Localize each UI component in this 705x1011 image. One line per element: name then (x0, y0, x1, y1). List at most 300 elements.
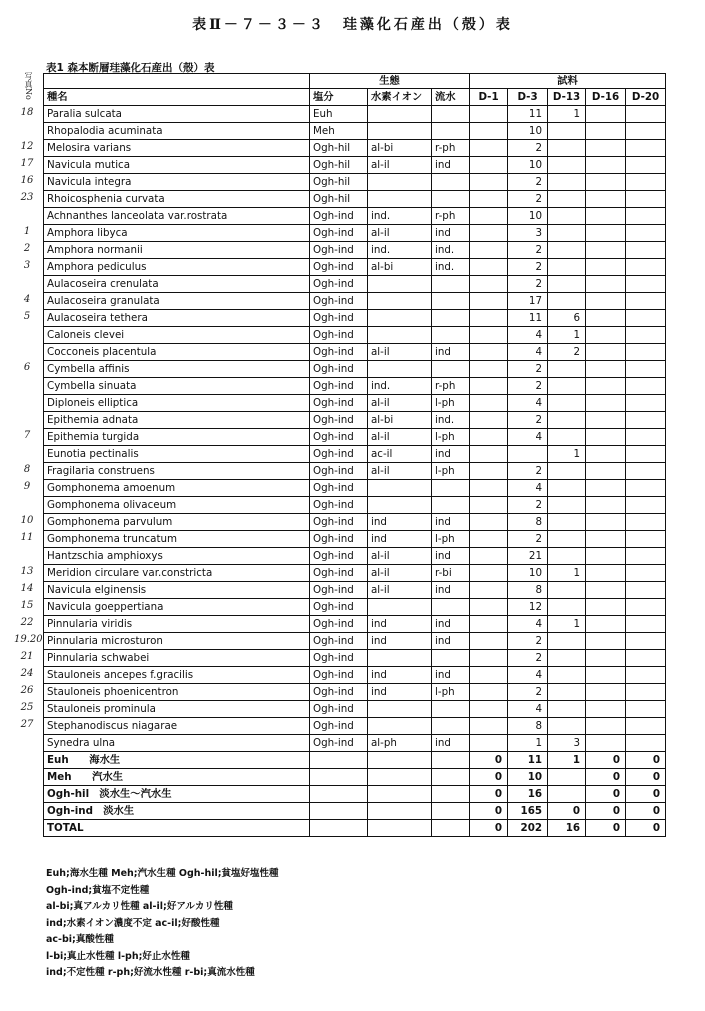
legend-line: Euh;海水生種 Meh;汽水生種 Ogh-hil;貧塩好塩性種 (46, 868, 279, 879)
d1-count (470, 616, 508, 633)
d1-count (470, 344, 508, 361)
summary-empty-cell (310, 820, 368, 837)
d20-count (626, 361, 666, 378)
d16-count (586, 446, 626, 463)
d16-count (586, 548, 626, 565)
summary-empty-cell (432, 803, 470, 820)
d13-count (548, 140, 586, 157)
salinity: Ogh-ind (310, 412, 368, 429)
table-row (44, 157, 666, 174)
species-name: Cocconeis placentula (44, 344, 310, 361)
d20-total: 0 (626, 769, 666, 786)
table-row (44, 191, 666, 208)
current-class: ind. (432, 412, 470, 429)
d3-count: 8 (508, 514, 548, 531)
photo-number: 25 (20, 701, 34, 713)
d16-count (586, 650, 626, 667)
salinity: Ogh-ind (310, 531, 368, 548)
d3-count: 2 (508, 242, 548, 259)
summary-empty-cell (368, 803, 432, 820)
salinity: Ogh-ind (310, 565, 368, 582)
d3-count: 1 (508, 735, 548, 752)
table-row (44, 463, 666, 480)
sample-header-d20: D-20 (626, 89, 666, 106)
d16-count (586, 225, 626, 242)
salinity: Ogh-ind (310, 395, 368, 412)
ph-class: ind (368, 531, 432, 548)
summary-row (44, 752, 666, 769)
species-name: Gomphonema parvulum (44, 514, 310, 531)
photo-number: 13 (20, 565, 34, 577)
ph-class: al-il (368, 582, 432, 599)
current-class: l-ph (432, 684, 470, 701)
photo-number: 26 (20, 684, 34, 696)
current-class (432, 361, 470, 378)
d20-count (626, 463, 666, 480)
d13-count (548, 191, 586, 208)
legend-line: ind;水素イオン濃度不定 ac-il;好酸性種 (46, 917, 220, 929)
d3-count: 2 (508, 174, 548, 191)
d3-count: 3 (508, 225, 548, 242)
d13-count (548, 531, 586, 548)
d16-count (586, 191, 626, 208)
table-row (44, 497, 666, 514)
d3-count: 2 (508, 412, 548, 429)
photo-number: 27 (20, 718, 34, 730)
d20-count (626, 735, 666, 752)
d16-count (586, 208, 626, 225)
current-class (432, 327, 470, 344)
d16-count (586, 735, 626, 752)
photo-number-header: 写真No (24, 72, 33, 100)
species-name: Diploneis elliptica (44, 395, 310, 412)
current-class: l-ph (432, 463, 470, 480)
current-class (432, 599, 470, 616)
d1-count (470, 140, 508, 157)
d3-count: 10 (508, 157, 548, 174)
legend-line: ind;不定性種 r-ph;好流水性種 r-bi;真流水性種 (46, 967, 255, 978)
summary-label: Ogh-hil 淡水生〜汽水生 (44, 786, 310, 803)
d16-count (586, 106, 626, 123)
species-name: Meridion circulare var.constricta (44, 565, 310, 582)
ph-class (368, 123, 432, 140)
salinity: Ogh-ind (310, 208, 368, 225)
species-name: Cymbella affinis (44, 361, 310, 378)
legend-line: ac-bi;真酸性種 (46, 934, 114, 945)
table-row (44, 123, 666, 140)
d16-total: 0 (586, 752, 626, 769)
salinity: Ogh-ind (310, 718, 368, 735)
d1-count (470, 378, 508, 395)
photo-number: 18 (20, 106, 34, 118)
summary-label: Ogh-ind 淡水生 (44, 803, 310, 820)
legend-line: al-bi;真アルカリ性種 al-il;好アルカリ性種 (46, 901, 233, 912)
salinity: Euh (310, 106, 368, 123)
photo-number: 22 (20, 616, 34, 628)
d3-count: 4 (508, 327, 548, 344)
salinity-header: 塩分 (310, 89, 368, 106)
d3-total: 16 (508, 786, 548, 803)
d3-count: 4 (508, 667, 548, 684)
d3-count: 10 (508, 208, 548, 225)
d16-count (586, 633, 626, 650)
d13-count (548, 361, 586, 378)
summary-row (44, 803, 666, 820)
current-class: ind (432, 633, 470, 650)
d13-count (548, 242, 586, 259)
d13-count (548, 497, 586, 514)
page-title: 表Ⅱ－７－３－３ 珪藻化石産出（殻）表 (192, 17, 513, 33)
d16-count (586, 599, 626, 616)
d16-count (586, 667, 626, 684)
d16-count (586, 123, 626, 140)
species-name: Melosira varians (44, 140, 310, 157)
species-name: Caloneis clevei (44, 327, 310, 344)
d1-count (470, 412, 508, 429)
current-class: l-ph (432, 531, 470, 548)
table-row (44, 242, 666, 259)
photo-number: 5 (23, 310, 31, 322)
salinity: Ogh-ind (310, 480, 368, 497)
current-class (432, 123, 470, 140)
d16-count (586, 531, 626, 548)
species-name: Navicula elginensis (44, 582, 310, 599)
current-class: ind. (432, 242, 470, 259)
d16-total: 0 (586, 820, 626, 837)
species-name: Pinnularia microsturon (44, 633, 310, 650)
ph-class: ind (368, 667, 432, 684)
d20-count (626, 616, 666, 633)
current-class: ind (432, 514, 470, 531)
d13-count (548, 633, 586, 650)
d20-count (626, 310, 666, 327)
ph-class: ind (368, 633, 432, 650)
d3-count: 2 (508, 650, 548, 667)
photo-number: 2 (23, 242, 31, 254)
summary-empty-cell (310, 752, 368, 769)
legend-line: Ogh-ind;貧塩不定性種 (46, 884, 150, 896)
d16-count (586, 276, 626, 293)
current-class: ind (432, 616, 470, 633)
d20-count (626, 225, 666, 242)
species-name: Stauloneis prominula (44, 701, 310, 718)
salinity: Ogh-ind (310, 446, 368, 463)
d1-count (470, 157, 508, 174)
photo-number: 15 (20, 599, 34, 611)
current-class (432, 310, 470, 327)
d13-count (548, 514, 586, 531)
d3-count: 10 (508, 123, 548, 140)
d20-count (626, 140, 666, 157)
photo-number: 24 (20, 667, 34, 679)
ph-class (368, 599, 432, 616)
table-row (44, 735, 666, 752)
summary-row (44, 786, 666, 803)
species-name: Rhopalodia acuminata (44, 123, 310, 140)
d20-count (626, 599, 666, 616)
current-class (432, 650, 470, 667)
d1-count (470, 497, 508, 514)
d3-count: 12 (508, 599, 548, 616)
d13-count (548, 480, 586, 497)
current-class (432, 497, 470, 514)
d3-count: 2 (508, 531, 548, 548)
table-row (44, 106, 666, 123)
d1-count (470, 463, 508, 480)
photo-number: 17 (20, 157, 34, 169)
d1-count (470, 531, 508, 548)
d13-count (548, 412, 586, 429)
species-name: Gomphonema amoenum (44, 480, 310, 497)
d13-total: 16 (548, 820, 586, 837)
samples-header: 試料 (470, 74, 666, 89)
table-row (44, 514, 666, 531)
d1-count (470, 480, 508, 497)
ph-class: al-il (368, 157, 432, 174)
d1-count (470, 123, 508, 140)
ph-class (368, 310, 432, 327)
d16-total: 0 (586, 803, 626, 820)
d3-count: 17 (508, 293, 548, 310)
d1-count (470, 208, 508, 225)
current-class: r-ph (432, 140, 470, 157)
table-row (44, 310, 666, 327)
species-name: Stauloneis phoenicentron (44, 684, 310, 701)
table-row (44, 599, 666, 616)
salinity: Ogh-ind (310, 463, 368, 480)
species-name: Eunotia pectinalis (44, 446, 310, 463)
current-class: ind. (432, 259, 470, 276)
d1-count (470, 446, 508, 463)
species-name: Fragilaria construens (44, 463, 310, 480)
d1-count (470, 650, 508, 667)
current-class: r-bi (432, 565, 470, 582)
d13-count (548, 548, 586, 565)
ph-class (368, 361, 432, 378)
d16-count (586, 497, 626, 514)
table-row (44, 701, 666, 718)
d13-count: 2 (548, 344, 586, 361)
salinity: Ogh-ind (310, 735, 368, 752)
photo-number: 8 (23, 463, 31, 475)
d20-count (626, 667, 666, 684)
photo-number: 23 (20, 191, 34, 203)
d3-count: 8 (508, 718, 548, 735)
salinity: Meh (310, 123, 368, 140)
table-row (44, 344, 666, 361)
photo-number: 21 (20, 650, 34, 662)
d13-count: 1 (548, 106, 586, 123)
d1-total: 0 (470, 786, 508, 803)
d13-count: 6 (548, 310, 586, 327)
d16-count (586, 514, 626, 531)
d20-count (626, 514, 666, 531)
table-caption: 表1 森本断層珪藻化石産出（殻）表 (46, 62, 215, 74)
summary-empty-cell (310, 786, 368, 803)
table-row (44, 174, 666, 191)
d13-total: 0 (548, 803, 586, 820)
d1-total: 0 (470, 820, 508, 837)
d16-count (586, 378, 626, 395)
species-name: Aulacoseira crenulata (44, 276, 310, 293)
current-class: ind (432, 157, 470, 174)
table-row (44, 633, 666, 650)
ph-class: al-il (368, 395, 432, 412)
d20-total: 0 (626, 786, 666, 803)
column-header-row (44, 89, 666, 106)
d16-count (586, 242, 626, 259)
species-name: Epithemia turgida (44, 429, 310, 446)
species-name: Pinnularia viridis (44, 616, 310, 633)
species-name: Epithemia adnata (44, 412, 310, 429)
current-class (432, 480, 470, 497)
d13-total (548, 786, 586, 803)
d1-count (470, 361, 508, 378)
d16-count (586, 565, 626, 582)
table-row (44, 667, 666, 684)
species-name: Aulacoseira tethera (44, 310, 310, 327)
summary-empty-cell (368, 786, 432, 803)
ph-class: al-ph (368, 735, 432, 752)
d1-count (470, 633, 508, 650)
d16-count (586, 310, 626, 327)
species-name: Synedra ulna (44, 735, 310, 752)
ph-class: ind. (368, 208, 432, 225)
current-class: l-ph (432, 395, 470, 412)
legend (46, 866, 279, 982)
ph-class (368, 480, 432, 497)
salinity: Ogh-ind (310, 548, 368, 565)
species-name: Cymbella sinuata (44, 378, 310, 395)
table-row (44, 259, 666, 276)
table-row (44, 548, 666, 565)
d16-count (586, 361, 626, 378)
d20-total: 0 (626, 752, 666, 769)
current-class: ind (432, 344, 470, 361)
photo-number: 3 (23, 259, 31, 271)
d13-count (548, 174, 586, 191)
d13-total: 1 (548, 752, 586, 769)
ph-class (368, 106, 432, 123)
d16-count (586, 327, 626, 344)
d20-count (626, 191, 666, 208)
d20-count (626, 106, 666, 123)
d1-count (470, 582, 508, 599)
photo-number: 19.20 (14, 633, 43, 645)
d16-count (586, 463, 626, 480)
salinity: Ogh-ind (310, 344, 368, 361)
salinity: Ogh-ind (310, 276, 368, 293)
d3-count: 4 (508, 429, 548, 446)
d3-count (508, 446, 548, 463)
d20-total: 0 (626, 820, 666, 837)
d13-count (548, 667, 586, 684)
table-row (44, 293, 666, 310)
legend-line: l-bi;真止水性種 l-ph;好止水性種 (46, 950, 190, 962)
d1-count (470, 310, 508, 327)
d20-total: 0 (626, 803, 666, 820)
photo-number: 16 (20, 174, 34, 186)
table-row (44, 650, 666, 667)
d16-count (586, 582, 626, 599)
current-class (432, 106, 470, 123)
d3-total: 11 (508, 752, 548, 769)
d1-total: 0 (470, 752, 508, 769)
group-header-row (44, 74, 666, 89)
d16-count (586, 140, 626, 157)
species-name: Amphora normanii (44, 242, 310, 259)
d1-total: 0 (470, 803, 508, 820)
d3-count: 2 (508, 361, 548, 378)
photo-number: 4 (23, 293, 31, 305)
table-row (44, 361, 666, 378)
table-row (44, 225, 666, 242)
ph-class (368, 327, 432, 344)
d20-count (626, 548, 666, 565)
summary-empty-cell (432, 786, 470, 803)
salinity: Ogh-hil (310, 157, 368, 174)
ph-class (368, 191, 432, 208)
d3-count: 4 (508, 616, 548, 633)
d20-count (626, 446, 666, 463)
table-row (44, 412, 666, 429)
species-name: Rhoicosphenia curvata (44, 191, 310, 208)
ph-class: al-bi (368, 412, 432, 429)
current-class: ind (432, 225, 470, 242)
salinity: Ogh-ind (310, 293, 368, 310)
salinity: Ogh-ind (310, 514, 368, 531)
ph-class: al-il (368, 225, 432, 242)
salinity: Ogh-hil (310, 191, 368, 208)
d3-count: 11 (508, 310, 548, 327)
d13-count (548, 293, 586, 310)
ph-header: 水素イオン (368, 89, 432, 106)
species-name: Gomphonema truncatum (44, 531, 310, 548)
table-row (44, 565, 666, 582)
salinity: Ogh-hil (310, 140, 368, 157)
table-row (44, 429, 666, 446)
d13-count: 1 (548, 616, 586, 633)
ph-class: al-il (368, 548, 432, 565)
sample-header-d1: D-1 (470, 89, 508, 106)
salinity: Ogh-ind (310, 242, 368, 259)
ph-class: al-bi (368, 259, 432, 276)
ph-class (368, 174, 432, 191)
d20-count (626, 293, 666, 310)
d1-total: 0 (470, 769, 508, 786)
d3-count: 2 (508, 259, 548, 276)
table-row (44, 140, 666, 157)
species-name: Navicula mutica (44, 157, 310, 174)
d3-count: 2 (508, 276, 548, 293)
d13-count (548, 463, 586, 480)
d13-count (548, 123, 586, 140)
ph-class: al-bi (368, 140, 432, 157)
d1-count (470, 548, 508, 565)
current-class (432, 174, 470, 191)
current-header: 流水 (432, 89, 470, 106)
d16-count (586, 684, 626, 701)
d13-count: 1 (548, 327, 586, 344)
d1-count (470, 191, 508, 208)
d3-count: 10 (508, 565, 548, 582)
ph-class (368, 293, 432, 310)
d1-count (470, 225, 508, 242)
ph-class: al-il (368, 344, 432, 361)
d1-count (470, 429, 508, 446)
table-row (44, 480, 666, 497)
salinity: Ogh-ind (310, 259, 368, 276)
